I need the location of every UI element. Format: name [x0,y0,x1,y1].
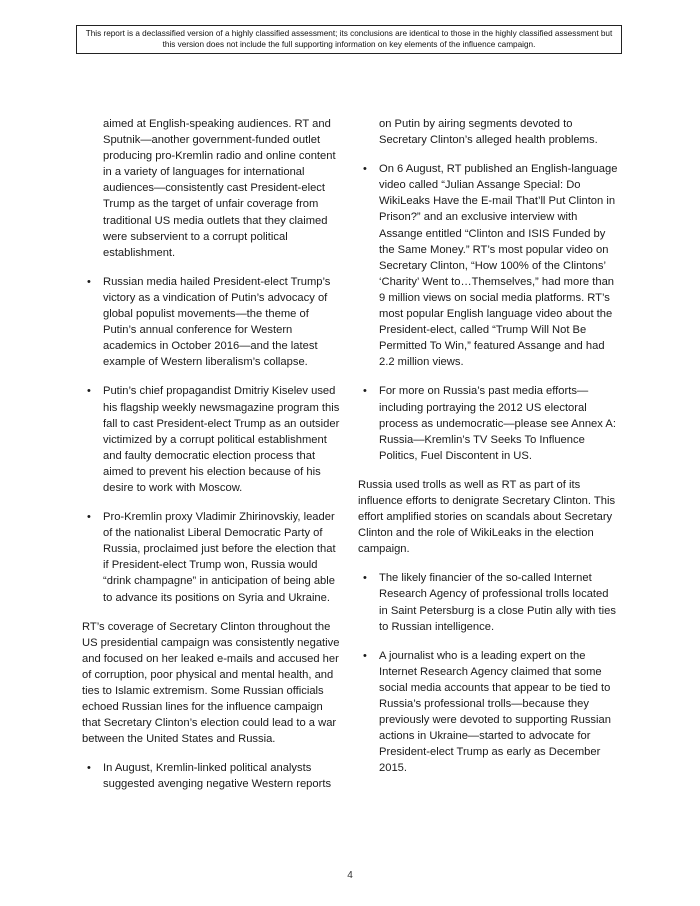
bullet-text: For more on Russia’s past media efforts—including portraying the 2012 US electoral process as undemocratic—please see Annex A: Russia—Kremlin’s TV Seeks To Influence Politics, Fuel Discontent in US. [379,385,616,462]
bullet-icon: • [363,649,367,662]
bullet-item [358,383,620,463]
declassification-banner: This report is a declassified version of a highly classified assessment; its conclusions are identical to those in the highly classified assessment but this version does not include the full supporting information on key elements of the influence campaign. [76,25,622,54]
bullet-icon: • [87,762,91,775]
bullet-icon: • [87,385,91,398]
bullet-text: The likely financier of the so-called Internet Research Agency of professional trolls located in Saint Petersburg is a close Putin ally with ties to Russian intelligence. [379,572,616,633]
bullet-text: Russian media hailed President-elect Trump’s victory as a vindication of Putin’s advocacy of global populist movements—the theme of Putin’s annual conference for Western academics in October 2016—and the latest example of Western liberalism’s collapse. [103,275,331,369]
bullet-item [358,161,620,370]
bullet-text: Pro-Kremlin proxy Vladimir Zhirinovskiy, leader of the nationalist Liberal Democratic Party of Russia, proclaimed just before the election that if President-elect Trump won, Russia would “drink champagne” in anticipation of being able to advance its positions on Syria and Ukraine. [103,511,336,604]
continued-text: aimed at English-speaking audiences. RT and Sputnik—another government-funded outlet producing pro-Kremlin radio and online content in a variety of languages for international audiences—consistently cast President-elect Trump as the target of unfair coverage from traditional US media outlets that they claimed were subservient to a corrupt political establishment. [103,118,336,259]
bullet-item [82,509,344,606]
page-number: 4 [347,870,353,881]
bullet-item [358,648,620,777]
bullet-item [82,760,344,792]
bullet-icon: • [363,163,367,176]
bullet-icon: • [87,511,91,524]
body-paragraph: RT’s coverage of Secretary Clinton throughout the US presidential campaign was consistently negative and focused on her leaked e-mails and accused her of corruption, poor physical and mental health, and ties to Islamic extremism. Some Russian officials echoed Russian lines for the influence campaign that Secretary Clinton’s election could lead to a war between the United States and Russia. [82,620,340,746]
bullet-text: A journalist who is a leading expert on the Internet Research Agency claimed that some social media accounts that appear to be tied to Russia’s professional trolls—because they previously were devoted to supporting Russian actions in Ukraine—started to advocate for President-elect Trump as early as December 2015. [379,649,611,775]
bullet-item [358,570,620,634]
bullet-item [82,383,344,496]
left-column [82,116,344,806]
bullet-icon: • [87,275,91,288]
bullet-icon: • [363,572,367,585]
bullet-text: Putin’s chief propagandist Dmitriy Kiselev used his flagship weekly newsmagazine program this fall to cast President-elect Trump as an outsider victimized by a corrupt political establishment and faulty democratic election process that aimed to prevent his election because of his desire to work with Moscow. [103,385,340,494]
bullet-text: On 6 August, RT published an English-language video called “Julian Assange Special: Do WikiLeaks Have the E-mail That’ll Put Clinton in Prison?” and an exclusive interview with Assange entitled “Clinton and ISIS Funded by the Same Money.” RT’s most popular video on Secretary Clinton, “How 100% of the Clintons’ ‘Charity’ Went to…Themselves,” had more than 9 million views on social media platforms. RT’s most popular English language video about the President-elect, called “Trump Will Not Be Permitted To Win,” featured Assange and had 2.2 million views. [379,163,618,369]
bullet-text: In August, Kremlin-linked political analysts suggested avenging negative Western reports [103,762,332,791]
body-paragraph: Russia used trolls as well as RT as part of its influence efforts to denigrate Secretary Clinton. This effort amplified stories on scandals about Secretary Clinton and the role of WikiLeaks in the election campaign. [358,478,616,556]
continued-text: on Putin by airing segments devoted to Secretary Clinton’s alleged health problems. [379,118,598,147]
bullet-icon: • [363,385,367,398]
bullet-item [82,274,344,371]
right-column [358,116,620,789]
